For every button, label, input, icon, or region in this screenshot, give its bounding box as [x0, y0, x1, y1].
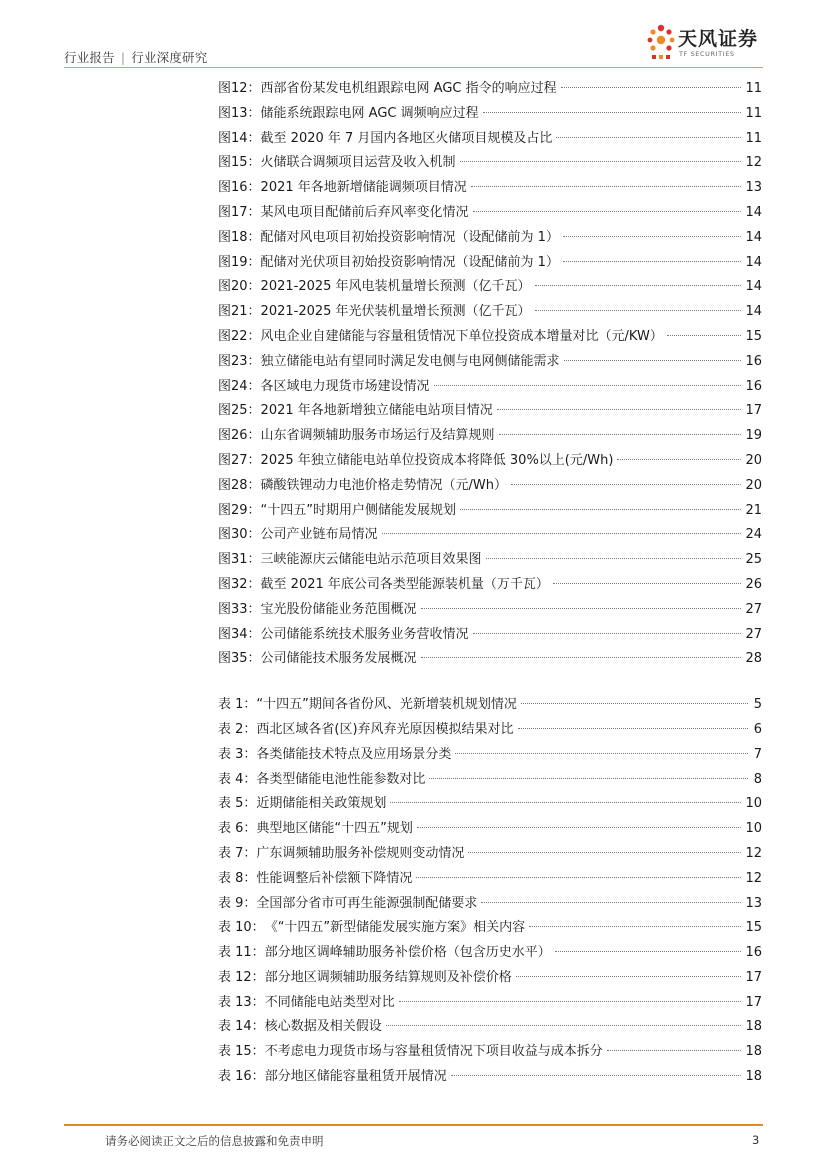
- figure-entry-leader-dots: [460, 161, 742, 162]
- figure-entry-page: 19: [745, 428, 762, 444]
- figure-entry-title: 西部省份某发电机组跟踪电网 AGC 指令的响应过程: [260, 81, 557, 96]
- category-label: 行业报告: [64, 50, 115, 65]
- figure-entry-page: 25: [745, 552, 762, 568]
- figure-entry[interactable]: [218, 623, 762, 648]
- table-entry-label: 表 13：: [218, 994, 265, 1010]
- figure-entry-label: 图33：: [218, 601, 261, 617]
- table-entry-label: 表 5：: [218, 796, 257, 812]
- table-entry-title: 不考虑电力现货市场与容量租赁情况下项目收益与成本拆分: [264, 1044, 603, 1060]
- figure-list: [218, 77, 762, 672]
- figure-entry-page: 11: [745, 81, 762, 96]
- figure-entry-label: 图35：: [218, 651, 261, 667]
- figure-entry-page: 16: [745, 378, 762, 394]
- figure-entry-page: 15: [745, 328, 762, 344]
- figure-entry-title: 公司储能技术服务发展概况: [260, 651, 417, 667]
- figure-entry-leader-dots: [460, 509, 741, 510]
- table-entry-leader-dots: [455, 753, 748, 754]
- figure-entry-label: 图17：: [218, 204, 261, 220]
- table-entry-leader-dots: [451, 1075, 742, 1076]
- table-entry-page: 15: [745, 920, 762, 936]
- figure-entry-leader-dots: [561, 87, 742, 88]
- figure-entry-page: 16: [745, 353, 762, 369]
- table-entry-label: 表 3：: [218, 746, 257, 762]
- figure-entry[interactable]: [218, 275, 762, 300]
- table-entry-title: 《“十四五”新型储能发展实施方案》相关内容: [264, 920, 526, 936]
- list-gap: [218, 672, 762, 693]
- figure-entry-title: 2021-2025 年光伏装机量增长预测（亿千瓦）: [260, 304, 531, 320]
- figure-entry-label: 图20：: [218, 279, 261, 295]
- figure-entry-leader-dots: [563, 236, 742, 237]
- table-entry-page: 17: [745, 994, 762, 1010]
- figure-entry-page: 11: [745, 105, 762, 121]
- table-entry-title: 近期储能相关政策规划: [256, 796, 387, 812]
- figure-entry[interactable]: [218, 102, 762, 127]
- table-entry-leader-dots: [481, 902, 741, 903]
- company-logo: [644, 22, 764, 66]
- figure-entry-leader-dots: [535, 285, 742, 286]
- figure-entry-title: “十四五”时期用户侧储能发展规划: [260, 502, 457, 518]
- table-entry-leader-dots: [386, 1025, 742, 1026]
- figure-entry-label: 图12：: [218, 81, 261, 96]
- table-entry[interactable]: [218, 867, 762, 892]
- table-entry-page: 12: [745, 870, 762, 886]
- figure-entry-leader-dots: [434, 385, 742, 386]
- figure-entry-page: 14: [745, 279, 762, 295]
- figure-entry-page: 13: [745, 180, 762, 196]
- figure-entry-label: 图25：: [218, 403, 261, 419]
- table-entry[interactable]: [218, 991, 762, 1016]
- page-header: [0, 0, 827, 70]
- table-entry-leader-dots: [468, 852, 741, 853]
- figure-entry[interactable]: [218, 548, 762, 573]
- figure-entry-leader-dots: [511, 484, 741, 485]
- figure-entry-page: 20: [745, 452, 762, 468]
- table-entry-title: 部分地区调频辅助服务结算规则及补偿价格: [264, 969, 512, 985]
- table-entry-label: 表 14：: [218, 1019, 265, 1035]
- figure-entry[interactable]: [218, 300, 762, 325]
- figure-entry-title: 2021 年各地新增储能调频项目情况: [260, 180, 467, 196]
- figure-entry-title: 公司储能系统技术服务业务营收情况: [260, 626, 469, 642]
- figure-entry-title: 2021-2025 年风电装机量增长预测（亿千瓦）: [260, 279, 531, 295]
- figure-entry-page: 14: [745, 229, 762, 245]
- table-entry-label: 表 6：: [218, 821, 257, 837]
- figure-entry-label: 图29：: [218, 502, 261, 518]
- table-entry-leader-dots: [555, 951, 742, 952]
- table-entry-leader-dots: [417, 827, 742, 828]
- figure-entry-title: 配储对光伏项目初始投资影响情况（设配储前为 1）: [260, 254, 559, 270]
- figure-entry-label: 图31：: [218, 552, 261, 568]
- figure-entry-page: 24: [745, 527, 762, 543]
- figure-entry-page: 12: [745, 155, 762, 171]
- logo-flower-icon: [644, 22, 678, 66]
- table-entry-leader-dots: [518, 728, 748, 729]
- table-entry[interactable]: [218, 693, 762, 718]
- figure-entry-title: 公司产业链布局情况: [260, 527, 378, 543]
- figure-entry-leader-dots: [563, 261, 742, 262]
- figure-entry-title: 2021 年各地新增独立储能电站项目情况: [260, 403, 493, 419]
- table-entry-page: 10: [745, 821, 762, 837]
- figure-entry-label: 图30：: [218, 527, 261, 543]
- footer-disclaimer: 请务必阅读正文之后的信息披露和免责申明: [105, 1134, 324, 1148]
- table-entry-label: 表 2：: [218, 721, 257, 737]
- figure-entry-label: 图13：: [218, 105, 261, 121]
- figure-entry-leader-dots: [486, 558, 742, 559]
- figure-entry-page: 14: [745, 254, 762, 270]
- table-entry[interactable]: [218, 1040, 762, 1065]
- table-entry-page: 18: [745, 1044, 762, 1060]
- figure-entry-leader-dots: [473, 633, 742, 634]
- category-separator: |: [120, 50, 126, 65]
- table-entry-page: 7: [753, 746, 762, 762]
- figure-entry-title: 2025 年独立储能电站单位投资成本将降低 30%以上(元/Wh): [260, 452, 614, 468]
- table-entry-title: 全国部分省市可再生能源强制配储要求: [256, 895, 478, 911]
- figure-entry-page: 17: [745, 403, 762, 419]
- figure-entry-leader-dots: [535, 310, 742, 311]
- figure-entry[interactable]: [218, 375, 762, 400]
- table-entry-page: 18: [745, 1019, 762, 1035]
- table-entry-label: 表 11：: [218, 945, 265, 961]
- figure-entry-label: 图28：: [218, 477, 261, 493]
- figure-entry[interactable]: [218, 226, 762, 251]
- table-entry[interactable]: [218, 1065, 762, 1090]
- table-entry-title: 不同储能电站类型对比: [264, 994, 395, 1010]
- figure-entry-label: 图32：: [218, 576, 261, 592]
- figure-entry-page: 27: [745, 626, 762, 642]
- figure-entry-label: 图14：: [218, 130, 261, 146]
- figure-entry-title: 配储对风电项目初始投资影响情况（设配储前为 1）: [260, 229, 559, 245]
- table-entry-title: 核心数据及相关假设: [264, 1019, 382, 1035]
- figure-entry-page: 27: [745, 601, 762, 617]
- table-entry-title: 各类储能技术特点及应用场景分类: [256, 746, 452, 762]
- table-entry-leader-dots: [521, 703, 748, 704]
- table-entry-leader-dots: [399, 1001, 742, 1002]
- footer-divider: [64, 1124, 763, 1126]
- figure-entry-title: 风电企业自建储能与容量租赁情况下单位投资成本增量对比（元/KW）: [260, 328, 663, 344]
- figure-entry-leader-dots: [421, 657, 742, 658]
- logo-name: 天风证券: [678, 28, 759, 50]
- figure-entry-title: 磷酸铁锂动力电池价格走势情况（元/Wh）: [260, 477, 508, 493]
- table-entry[interactable]: [218, 817, 762, 842]
- figure-entry-page: 28: [745, 651, 762, 667]
- figure-entry[interactable]: [218, 251, 762, 276]
- figure-entry-title: 山东省调频辅助服务市场运行及结算规则: [260, 428, 495, 444]
- header-divider: [64, 67, 763, 68]
- table-entry-title: 性能调整后补偿额下降情况: [256, 870, 413, 886]
- table-entry[interactable]: [218, 768, 762, 793]
- figure-entry-title: 各区域电力现货市场建设情况: [260, 378, 430, 394]
- figure-entry-leader-dots: [382, 533, 742, 534]
- table-entry-page: 13: [745, 895, 762, 911]
- figure-entry[interactable]: [218, 127, 762, 152]
- figure-entry[interactable]: [218, 77, 762, 102]
- page-number: 3: [752, 1133, 760, 1147]
- figure-entry[interactable]: [218, 325, 762, 350]
- table-entry[interactable]: [218, 1015, 762, 1040]
- table-entry[interactable]: [218, 842, 762, 867]
- table-entry[interactable]: [218, 941, 762, 966]
- table-entry-title: 部分地区调峰辅助服务补偿价格（包含历史水平）: [264, 945, 551, 961]
- table-entry[interactable]: [218, 792, 762, 817]
- table-entry-leader-dots: [516, 976, 742, 977]
- table-of-contents: [218, 77, 762, 1090]
- figure-entry[interactable]: [218, 598, 762, 623]
- table-entry[interactable]: [218, 892, 762, 917]
- figure-entry-leader-dots: [471, 186, 742, 187]
- table-entry[interactable]: [218, 743, 762, 768]
- subcategory-label: 行业深度研究: [131, 50, 208, 65]
- table-entry[interactable]: [218, 916, 762, 941]
- figure-entry[interactable]: [218, 176, 762, 201]
- figure-entry-label: 图21：: [218, 304, 261, 320]
- figure-entry-title: 截至 2021 年底公司各类型能源装机量（万千瓦）: [260, 576, 549, 592]
- figure-entry[interactable]: [218, 647, 762, 672]
- table-entry[interactable]: [218, 966, 762, 991]
- figure-entry-title: 独立储能电站有望同时满足发电侧与电网侧储能需求: [260, 353, 560, 369]
- figure-entry-page: 11: [745, 130, 762, 146]
- table-entry-label: 表 7：: [218, 845, 257, 861]
- table-entry-label: 表 1：: [218, 697, 257, 713]
- figure-entry-page: 14: [745, 304, 762, 320]
- figure-entry[interactable]: [218, 201, 762, 226]
- figure-entry[interactable]: [218, 424, 762, 449]
- table-entry-leader-dots: [529, 926, 741, 927]
- table-entry-page: 18: [745, 1069, 762, 1085]
- figure-entry[interactable]: [218, 499, 762, 524]
- figure-entry-leader-dots: [497, 409, 742, 410]
- figure-entry-leader-dots: [421, 608, 742, 609]
- figure-entry-leader-dots: [483, 112, 742, 113]
- figure-entry-label: 图34：: [218, 626, 261, 642]
- table-entry-page: 8: [753, 771, 762, 787]
- table-entry-label: 表 8：: [218, 870, 257, 886]
- figure-entry-leader-dots: [617, 459, 741, 460]
- figure-entry[interactable]: [218, 523, 762, 548]
- table-entry-label: 表 9：: [218, 895, 257, 911]
- figure-entry-leader-dots: [473, 211, 742, 212]
- table-entry-label: 表 10：: [218, 920, 265, 936]
- table-entry-label: 表 15：: [218, 1044, 265, 1060]
- table-entry-title: 各类型储能电池性能参数对比: [256, 771, 426, 787]
- report-category: [64, 48, 207, 66]
- figure-entry-title: 截至 2020 年 7 月国内各地区火储项目规模及占比: [260, 130, 553, 146]
- figure-entry[interactable]: [218, 474, 762, 499]
- figure-entry-label: 图24：: [218, 378, 261, 394]
- figure-entry-label: 图23：: [218, 353, 261, 369]
- table-entry-page: 12: [745, 845, 762, 861]
- table-list: [218, 693, 762, 1090]
- table-entry-page: 6: [753, 721, 762, 737]
- table-entry-label: 表 12：: [218, 969, 265, 985]
- table-entry-leader-dots: [607, 1050, 742, 1051]
- table-entry-page: 5: [753, 697, 762, 713]
- figure-entry-page: 14: [745, 204, 762, 220]
- table-entry-title: 广东调频辅助服务补偿规则变动情况: [256, 845, 465, 861]
- figure-entry-page: 26: [745, 576, 762, 592]
- figure-entry[interactable]: [218, 573, 762, 598]
- figure-entry-label: 图15：: [218, 155, 261, 171]
- logo-subtitle: TF SECURITIES: [679, 50, 735, 58]
- table-entry-label: 表 16：: [218, 1069, 265, 1085]
- figure-entry[interactable]: [218, 399, 762, 424]
- figure-entry-label: 图16：: [218, 180, 261, 196]
- figure-entry-label: 图26：: [218, 428, 261, 444]
- figure-entry-label: 图22：: [218, 328, 261, 344]
- figure-entry-label: 图27：: [218, 452, 261, 468]
- figure-entry-leader-dots: [667, 335, 742, 336]
- table-entry[interactable]: [218, 718, 762, 743]
- table-entry-title: 西北区域各省(区)弃风弃光原因模拟结果对比: [256, 721, 514, 737]
- table-entry-title: 典型地区储能“十四五”规划: [256, 821, 413, 837]
- figure-entry-title: 某风电项目配储前后弃风率变化情况: [260, 204, 469, 220]
- figure-entry-leader-dots: [499, 434, 742, 435]
- figure-entry-title: 三峡能源庆云储能电站示范项目效果图: [260, 552, 482, 568]
- figure-entry-leader-dots: [556, 137, 741, 138]
- figure-entry-label: 图19：: [218, 254, 261, 270]
- table-entry-label: 表 4：: [218, 771, 257, 787]
- figure-entry[interactable]: [218, 151, 762, 176]
- figure-entry[interactable]: [218, 350, 762, 375]
- figure-entry-title: 宝光股份储能业务范围概况: [260, 601, 417, 617]
- figure-entry[interactable]: [218, 449, 762, 474]
- table-entry-leader-dots: [429, 778, 748, 779]
- table-entry-leader-dots: [416, 877, 741, 878]
- table-entry-title: 部分地区储能容量租赁开展情况: [264, 1069, 447, 1085]
- figure-entry-page: 20: [745, 477, 762, 493]
- figure-entry-label: 图18：: [218, 229, 261, 245]
- table-entry-page: 10: [745, 796, 762, 812]
- table-entry-page: 16: [745, 945, 762, 961]
- figure-entry-title: 火储联合调频项目运营及收入机制: [260, 155, 456, 171]
- figure-entry-page: 21: [745, 502, 762, 518]
- table-entry-page: 17: [745, 969, 762, 985]
- figure-entry-title: 储能系统跟踪电网 AGC 调频响应过程: [260, 105, 479, 121]
- figure-entry-leader-dots: [564, 360, 742, 361]
- table-entry-title: “十四五”期间各省份风、光新增装机规划情况: [256, 697, 517, 713]
- table-entry-leader-dots: [390, 802, 741, 803]
- figure-entry-leader-dots: [553, 583, 742, 584]
